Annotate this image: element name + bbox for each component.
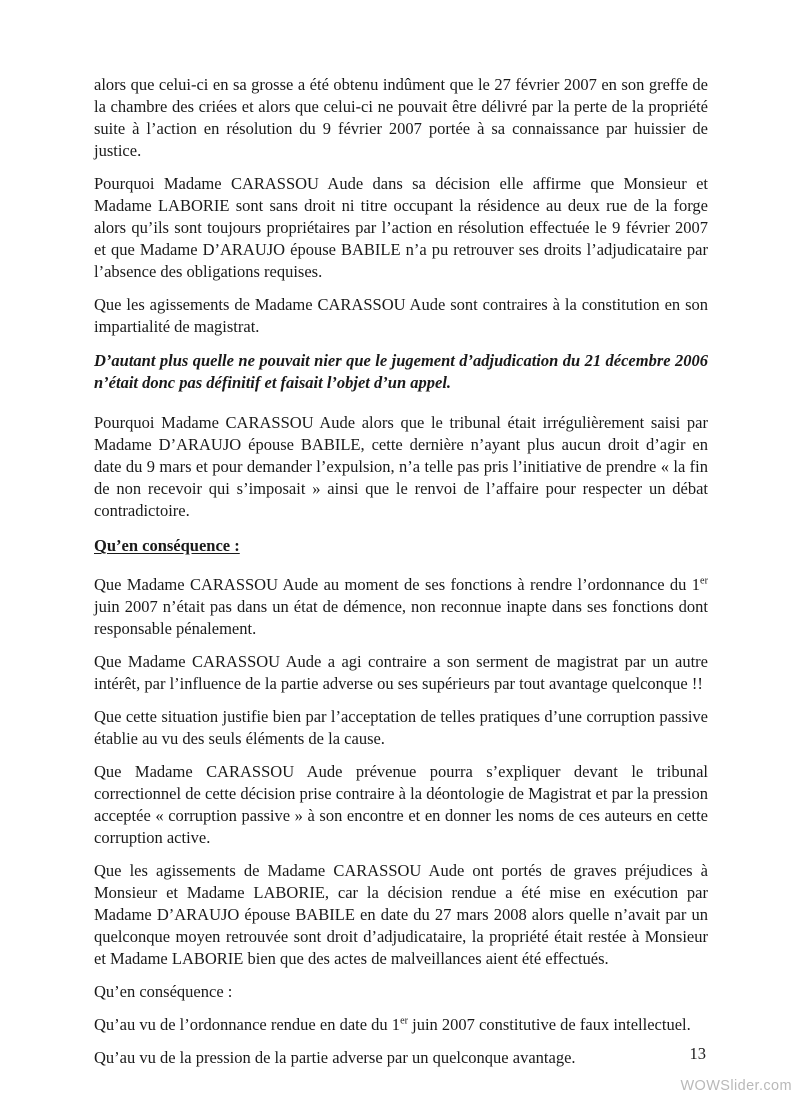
paragraph-serment-magistrat: Que Madame CARASSOU Aude a agi contraire a son serment de magistrat par un autre intérêt, par l’influence de la partie adverse ou ses supérieurs par tout avantage quelconque !!	[94, 652, 708, 693]
paragraph-ordonnance-fonctions	[94, 574, 708, 640]
paragraph-5: Pourquoi Madame CARASSOU Aude alors que le tribunal était irrégulièrement saisi par Madame D’ARAUJO épouse BABILE, cette dernière n’ayant plus aucun droit d’agir en date du 9 mars et pour demander l’expulsion, n’a telle pas pris l’initiative de prendre « la fin de non recevoir qui s’imposait » ainsi que le renvoi de l’affaire pour respecter un débat contradictoire.	[94, 413, 708, 520]
closing-heading-quen-consequence: Qu’en conséquence :	[94, 982, 233, 1001]
paragraph-emphasis-adjudication: D’autant plus quelle ne pouvait nier que le jugement d’adjudication du 21 décembre 2006 n’était donc pas définitif et faisait l’objet d’un appel.	[94, 351, 708, 392]
paragraph-1: alors que celui-ci en sa grosse a été obtenu indûment que le 27 février 2007 en son greffe de la chambre des criées et alors que celui-ci ne pouvait être délivré par la perte de la propriété suite à l’action en résolution du 9 février 2007 portée à sa connaissance par huissier de justice.	[94, 75, 708, 160]
watermark-wowslider: WOWSlider.com	[680, 1078, 792, 1094]
closing-ordonnance-text-before: Qu’au vu de l’ordonnance rendue en date du 1	[94, 1015, 401, 1034]
closing-line-ordonnance	[94, 1014, 708, 1036]
closing-ordonnance-text-after: juin 2007 constitutive de faux intellectuel.	[408, 1015, 691, 1034]
heading-quen-consequence-label: Qu’en conséquence :	[94, 536, 240, 555]
paragraph-ordonnance-text-after: juin 2007 n’était pas dans un état de démence, non reconnue inapte dans ses fonctions dont responsable pénalement.	[94, 597, 708, 638]
closing-line-pression: Qu’au vu de la pression de la partie adverse par un quelconque avantage.	[94, 1048, 576, 1067]
document-body	[94, 74, 708, 1069]
paragraph-corruption-passive: Que cette situation justifie bien par l’acceptation de telles pratiques d’une corruption passive établie au vu des seuls éléments de la cause.	[94, 707, 708, 748]
paragraph-ordonnance-text-before: Que Madame CARASSOU Aude au moment de ses fonctions à rendre l’ordonnance du 1	[94, 575, 701, 594]
heading-quen-consequence	[94, 535, 708, 557]
paragraph-prejudices-laborie: Que les agissements de Madame CARASSOU Aude ont portés de graves préjudices à Monsieur et Madame LABORIE, car la décision rendue a été mise en exécution par Madame D’ARAUJO épouse BABILE en date du 27 mars 2008 alors quelle n’avait par un quelconque moyen retrouvée sont droit d’adjudicataire, la propriété était restée à Monsieur et Madame LABORIE bien que des actes de malveillances aient été effectués.	[94, 861, 708, 968]
closing-ordinal-superscript-er: er	[400, 1015, 409, 1027]
page-number: 13	[689, 1044, 706, 1063]
paragraph-3: Que les agissements de Madame CARASSOU Aude sont contraires à la constitution en son impartialité de magistrat.	[94, 295, 708, 336]
paragraph-2: Pourquoi Madame CARASSOU Aude dans sa décision elle affirme que Monsieur et Madame LABORIE sont sans droit ni titre occupant la résidence au deux rue de la forge alors qu’ils sont toujours propriétaires par l’action en résolution effectuée le 9 février 2007 et que Madame D’ARAUJO épouse BABILE n’a pu retrouver ses droits l’adjudicataire par l’absence des obligations requises.	[94, 174, 708, 281]
ordinal-superscript-er: er	[700, 575, 708, 587]
paragraph-tribunal-correctionnel: Que Madame CARASSOU Aude prévenue pourra s’expliquer devant le tribunal correctionnel de cette décision prise contraire à la déontologie de Magistrat et par la pression acceptée « corruption passive » à son encontre et en donner les noms de ces auteurs en cette corruption active.	[94, 762, 708, 847]
